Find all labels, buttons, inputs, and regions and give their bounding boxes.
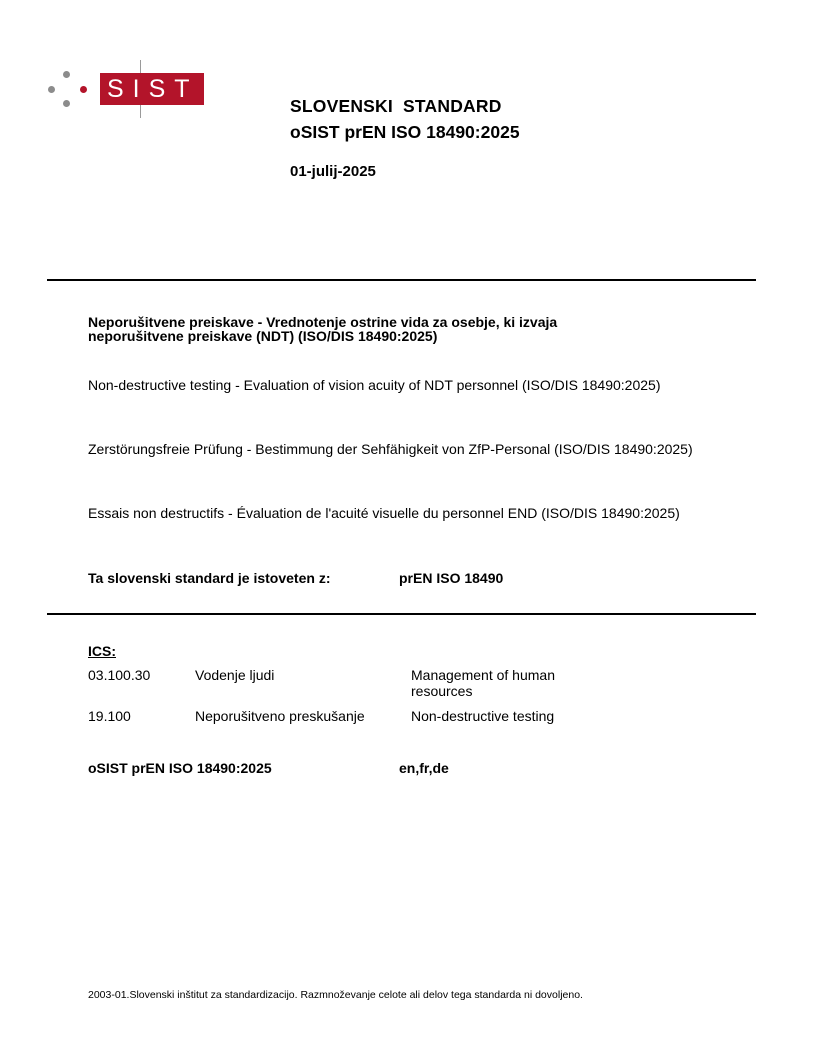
identical-value: prEN ISO 18490 xyxy=(399,570,504,586)
ics-title: ICS: xyxy=(88,643,116,659)
standard-date: 01-julij-2025 xyxy=(290,163,376,180)
standard-code: oSIST prEN ISO 18490:2025 xyxy=(290,122,520,142)
logo-wordmark: SIST xyxy=(100,73,204,105)
ics-code: 19.100 xyxy=(88,708,131,724)
divider-top xyxy=(47,279,756,281)
logo-dot xyxy=(63,71,70,78)
title-german: Zerstörungsfreie Prüfung - Bestimmung der Sehfähigkeit von ZfP-Personal (ISO/DIS 18490:2025) xyxy=(88,441,693,457)
title-english: Non-destructive testing - Evaluation of vision acuity of NDT personnel (ISO/DIS 18490:2025) xyxy=(88,377,661,393)
document-code: oSIST prEN ISO 18490:2025 xyxy=(88,760,272,776)
logo-dot xyxy=(48,86,55,93)
document-languages: en,fr,de xyxy=(399,760,449,776)
title-slovenian: Neporušitvene preiskave - Vrednotenje ostrine vida za osebje, ki izvaja neporušitvene preiskave (NDT) (ISO/DIS 18490:2025) xyxy=(88,314,558,344)
logo-dot-red xyxy=(80,86,87,93)
standard-type: SLOVENSKI STANDARD xyxy=(290,96,502,116)
divider-bottom xyxy=(47,613,756,615)
title-french: Essais non destructifs - Évaluation de l'acuité visuelle du personnel END (ISO/DIS 18490:2025) xyxy=(88,505,680,521)
logo-dot xyxy=(63,100,70,107)
copyright-notice: 2003-01.Slovenski inštitut za standardizacijo. Razmnoževanje celote ali delov tega standarda ni dovoljeno. xyxy=(88,989,583,1001)
ics-description-slovenian: Neporušitveno preskušanje xyxy=(195,708,365,724)
ics-description-english: Management of human resources xyxy=(411,667,555,699)
identical-label: Ta slovenski standard je istoveten z: xyxy=(88,570,331,586)
ics-description-english: Non-destructive testing xyxy=(411,708,555,724)
ics-code: 03.100.30 xyxy=(88,667,151,683)
ics-description-slovenian: Vodenje ljudi xyxy=(195,667,275,683)
